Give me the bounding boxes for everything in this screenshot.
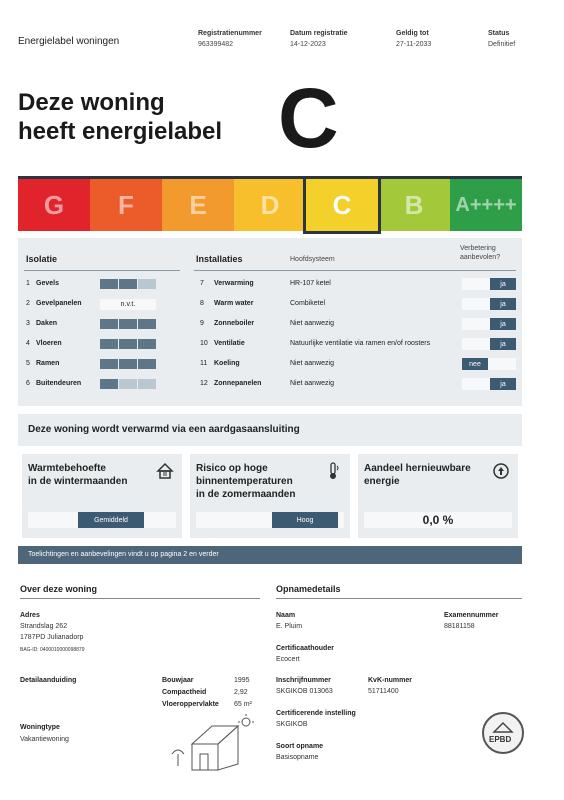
scale-segment: F (90, 179, 162, 231)
instelling-value: SKGIKOB (276, 721, 308, 728)
epbd-logo (482, 712, 524, 754)
isolatie-level-bars (100, 279, 156, 289)
isolatie-row-name: Gevelpanelen (36, 300, 82, 307)
headline-line2: heeft energielabel (18, 118, 223, 145)
isolatie-row (26, 380, 81, 387)
header-label-geldig: Geldig tot (396, 30, 429, 37)
opname-title: Opnamedetails (276, 584, 341, 594)
isolatie-level-segment (100, 359, 118, 369)
isolatie-row-number: 4 (26, 340, 30, 347)
isolatie-row-name: Buitendeuren (36, 380, 82, 387)
isolatie-level-segment (100, 319, 118, 329)
inschrijfnummer-label: Inschrijfnummer (276, 677, 331, 684)
bag-id: BAG-ID: 0400010000098879 (20, 647, 85, 653)
isolatie-level-segment (119, 339, 137, 349)
isolatie-level-segment (100, 339, 118, 349)
info-banner-text: Toelichtingen en aanbevelingen vindt u op pagina 2 en verder (28, 551, 219, 558)
summary-card-title-line: in de wintermaanden (28, 476, 128, 487)
installatie-row (200, 340, 245, 347)
isolatie-level-segment (119, 319, 137, 329)
heating-banner (18, 414, 522, 446)
isolatie-level-bars (100, 359, 156, 369)
isolatie-title: Isolatie (26, 254, 58, 264)
installaties-col-hoofdsysteem: Hoofdsysteem (290, 256, 335, 263)
isolatie-level-segment (119, 379, 137, 389)
installatie-row-name: Zonnepanelen (214, 380, 262, 387)
summary-card-title-line: Warmtebehoefte (28, 463, 106, 474)
summary-card-title-line: binnentemperaturen (196, 476, 293, 487)
installatie-row-number: 8 (200, 300, 204, 307)
opname-divider (276, 598, 522, 599)
soort-opname-label: Soort opname (276, 743, 324, 750)
isolatie-row-name: Vloeren (36, 340, 62, 347)
house-heat-icon (156, 462, 174, 480)
installaties-divider (194, 270, 516, 271)
soort-opname-value: Basisopname (276, 754, 319, 761)
isolatie-row-number: 6 (26, 380, 30, 387)
certificaathouder-label: Certificaathouder (276, 645, 334, 652)
woningtype-label: Woningtype (20, 724, 60, 731)
vloeroppervlakte-value: 65 m² (234, 701, 252, 708)
naam-label: Naam (276, 612, 296, 619)
installaties-title: Installaties (196, 254, 243, 264)
scale-segment: G (18, 179, 90, 231)
summary-card-title (196, 462, 295, 501)
scale-segment: D (234, 179, 306, 231)
isolatie-row (26, 320, 57, 327)
over-divider (20, 598, 260, 599)
epbd-logo-text: EPBD (489, 735, 512, 744)
installatie-row (200, 360, 240, 367)
installatie-row-number: 9 (200, 320, 204, 327)
bouwjaar-label: Bouwjaar (162, 677, 194, 684)
summary-card-value: Hoog (272, 512, 338, 528)
installatie-row-number: 11 (200, 360, 208, 367)
installatie-row-name: Ventilatie (214, 340, 245, 347)
scale-segment: C (306, 179, 378, 231)
naam-value: E. Pluim (276, 623, 303, 630)
installatie-row (200, 380, 261, 387)
headline-line1: Deze woning (18, 89, 165, 116)
header-label-datum: Datum registratie (290, 30, 348, 37)
header-label-registratienummer: Registratienummer (198, 30, 262, 37)
installatie-row-value: Niet aanwezig (290, 360, 334, 367)
header-value-status: Definitief (488, 41, 516, 48)
isolatie-level-segment (100, 279, 118, 289)
scale-segment: A++++ (450, 179, 522, 231)
installatie-row-name: Koeling (214, 360, 240, 367)
house-logo-icon (484, 714, 522, 752)
advice-badge: ja (490, 278, 516, 290)
installatie-row-value: Natuurlijke ventilatie via ramen en/of roosters (290, 340, 431, 347)
summary-card-value: 0,0 % (364, 512, 512, 528)
isolatie-row-name: Daken (36, 320, 58, 327)
over-title: Over deze woning (20, 584, 98, 594)
inschrijfnummer-value: SKGIKOB 013063 (276, 688, 333, 695)
scale-segment: B (378, 179, 450, 231)
adres-label: Adres (20, 612, 40, 619)
isolatie-row (26, 340, 62, 347)
info-banner (18, 546, 522, 564)
installatie-row (200, 280, 254, 287)
big-energy-label: C (278, 71, 339, 165)
isolatie-level-bars (100, 379, 156, 389)
header-value-datum: 14-12-2023 (290, 41, 326, 48)
isolatie-row (26, 360, 59, 367)
isolatie-level-segment (138, 339, 156, 349)
isolatie-row-number: 5 (26, 360, 30, 367)
isolatie-level-segment (138, 359, 156, 369)
installaties-col-verbetering: Verbetering aanbevolen? (460, 245, 501, 261)
isolatie-level-segment (138, 279, 156, 289)
energy-scale (18, 176, 522, 231)
header (18, 30, 528, 56)
instelling-label: Certificerende instelling (276, 710, 356, 717)
installatie-row-number: 10 (200, 340, 208, 347)
summary-card-title (364, 462, 471, 488)
scale-segment: E (162, 179, 234, 231)
isolatie-row-number: 1 (26, 280, 30, 287)
isolatie-level-segment (119, 279, 137, 289)
summary-card-value: Gemiddeld (78, 512, 144, 528)
isolatie-row-value: n.v.t. (100, 299, 156, 310)
house-illustration-icon (168, 714, 258, 774)
summary-card-title (28, 462, 127, 488)
thermometer-icon (324, 462, 342, 480)
installatie-row-number: 12 (200, 380, 208, 387)
header-value-geldig: 27-11-2033 (396, 41, 432, 48)
isolatie-row (26, 300, 82, 307)
isolatie-row-name: Gevels (36, 280, 59, 287)
isolatie-level-bars (100, 319, 156, 329)
installatie-row-name: Zonneboiler (214, 320, 255, 327)
doc-title: Energielabel woningen (18, 36, 120, 47)
headline (18, 88, 222, 146)
bouwjaar-value: 1995 (234, 677, 250, 684)
isolatie-level-bars (100, 339, 156, 349)
installatie-row (200, 300, 253, 307)
isolatie-level-segment (138, 379, 156, 389)
advice-badge: ja (490, 318, 516, 330)
installatie-row (200, 320, 254, 327)
installatie-row-name: Warm water (214, 300, 254, 307)
examennummer-label: Examennummer (444, 612, 499, 619)
isolatie-row (26, 280, 59, 287)
detail-label: Detailaanduiding (20, 677, 77, 684)
isolatie-row-number: 3 (26, 320, 30, 327)
isolatie-row-number: 2 (26, 300, 30, 307)
header-value-registratienummer: 963399482 (198, 41, 234, 48)
isolatie-level-segment (138, 319, 156, 329)
heating-banner-text: Deze woning wordt verwarmd via een aardgasaansluiting (28, 424, 300, 435)
summary-card-title-line: Aandeel hernieuwbare (364, 463, 471, 474)
isolatie-divider (24, 270, 180, 271)
compactheid-value: 2,92 (234, 689, 248, 696)
installatie-row-value: Combiketel (290, 300, 326, 307)
vloeroppervlakte-label: Vloeroppervlakte (162, 701, 219, 708)
advice-badge: ja (490, 378, 516, 390)
recycle-icon (492, 462, 510, 480)
installatie-row-value: HR-107 ketel (290, 280, 331, 287)
installatie-row-value: Niet aanwezig (290, 320, 334, 327)
summary-card-title-line: in de zomermaanden (196, 489, 296, 500)
advice-badge: ja (490, 338, 516, 350)
isolatie-level-segment (119, 359, 137, 369)
woningtype-value: Vakantiewoning (20, 736, 69, 743)
installatie-row-name: Verwarming (214, 280, 254, 287)
examennummer-value: 88181158 (444, 623, 475, 630)
adres-line1: Strandslag 262 (20, 623, 68, 630)
isolatie-row-name: Ramen (36, 360, 60, 367)
header-label-status: Status (488, 30, 510, 37)
kvk-label: KvK-nummer (368, 677, 412, 684)
isolatie-installaties-panel (18, 238, 522, 406)
kvk-value: 51711400 (368, 688, 399, 695)
isolatie-level-segment (100, 379, 118, 389)
installatie-row-number: 7 (200, 280, 204, 287)
advice-badge: ja (490, 298, 516, 310)
adres-line2: 1787PD Julianadorp (20, 634, 84, 641)
compactheid-label: Compactheid (162, 689, 207, 696)
summary-card-title-line: energie (364, 476, 400, 487)
advice-badge: nee (462, 358, 488, 370)
certificaathouder-value: Ecocert (276, 656, 300, 663)
summary-card-title-line: Risico op hoge (196, 463, 268, 474)
installatie-row-value: Niet aanwezig (290, 380, 334, 387)
